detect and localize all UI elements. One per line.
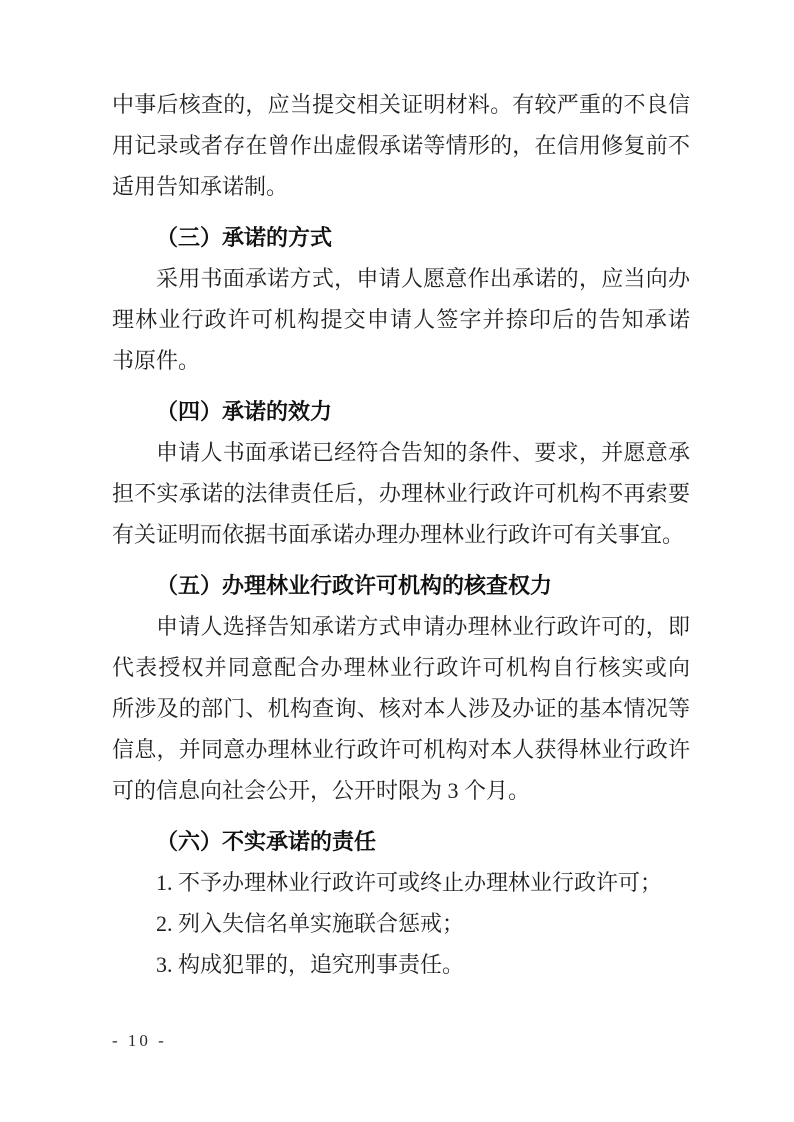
paragraph: [112, 606, 690, 811]
section-heading: （六）不实承诺的责任: [156, 829, 377, 854]
text-line: 所涉及的部门、机构查询、核对本人涉及办证的基本情况等: [112, 696, 690, 721]
text-line: 申请人选择告知承诺方式申请办理林业行政许可的，即: [156, 614, 690, 639]
section-heading: （四）承诺的效力: [156, 399, 333, 424]
text-line: 书原件。: [112, 348, 201, 373]
text-line: 适用告知承诺制。: [112, 174, 289, 199]
paragraph: [112, 258, 690, 381]
text-line: 可的信息向社会公开，公开时限为 3 个月。: [112, 778, 531, 803]
text-line: 采用书面承诺方式，申请人愿意作出承诺的，应当向办: [156, 266, 690, 291]
text-line: 中事后核查的，应当提交相关证明材料。有较严重的不良信: [112, 92, 690, 117]
text-line: 申请人书面承诺已经符合告知的条件、要求，并愿意承: [156, 440, 690, 465]
list-item: 1. 不予办理林业行政许可或终止办理林业行政许可；: [156, 870, 663, 895]
paragraph: [112, 432, 690, 555]
list-item: 2. 列入失信名单实施联合惩戒；: [156, 911, 465, 936]
document-body: [112, 84, 690, 985]
text-line: 信息，并同意办理林业行政许可机构对本人获得林业行政许: [112, 737, 690, 762]
text-line: 代表授权并同意配合办理林业行政许可机构自行核实或向: [112, 655, 690, 680]
page-number: - 10 -: [112, 1031, 167, 1050]
section-heading: （五）办理林业行政许可机构的核查权力: [156, 573, 553, 598]
text-line: 用记录或者存在曾作出虚假承诺等情形的，在信用修复前不: [112, 133, 690, 158]
list-item: 3. 构成犯罪的，追究刑事责任。: [156, 952, 465, 977]
paragraph: [112, 84, 690, 207]
text-line: 担不实承诺的法律责任后，办理林业行政许可机构不再索要: [112, 481, 690, 506]
text-line: 理林业行政许可机构提交申请人签字并捺印后的告知承诺: [112, 307, 690, 332]
section-heading: （三）承诺的方式: [156, 225, 333, 250]
text-line: 有关证明而依据书面承诺办理办理林业行政许可有关事宜。: [112, 522, 685, 547]
